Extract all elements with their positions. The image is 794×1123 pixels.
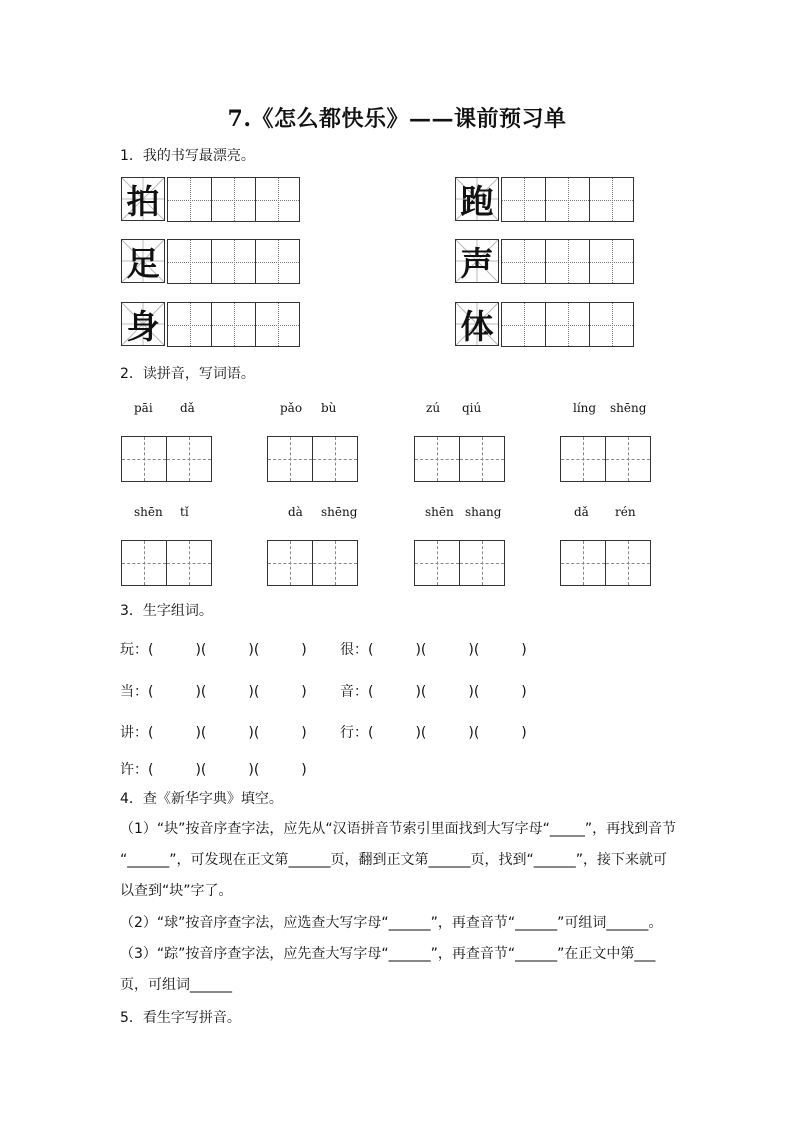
pinyin: qiú [462,401,482,415]
q3-heading: 3．生字组词。 [120,603,213,619]
write-cell[interactable] [255,239,300,284]
q4-line: “______”，可发现在正文第______页，翻到正文第______页，找到“______”，接下来就可 [120,852,668,868]
word-group-item: 许：( )( )( ) [120,762,307,778]
write-cell[interactable] [166,540,212,586]
pinyin: dǎ [180,401,195,415]
model-char: 足 [121,239,165,283]
write-cell[interactable] [560,436,606,482]
word-group-item: 当：( )( )( ) [120,684,307,700]
pinyin: rén [615,505,636,519]
practice-row-1-left [121,177,300,222]
word-group-item: 很：( )( )( ) [340,642,527,658]
write-cell[interactable] [560,540,606,586]
write-cell[interactable] [501,239,546,284]
model-char: 体 [455,302,499,346]
model-char: 声 [455,239,499,283]
word-box [267,540,358,586]
practice-row-2-right [455,239,634,284]
practice-row-3-left [121,302,300,347]
pinyin: dǎ [574,505,589,519]
pinyin: shēn [134,505,163,519]
write-cell[interactable] [211,177,256,222]
write-cell[interactable] [166,436,212,482]
write-cell[interactable] [605,436,651,482]
q4-line: （2）“球”按音序查字法，应选查大写字母“______”，再查音节“______”可组词______。 [120,915,663,931]
q4-line: 页，可组词______ [120,977,232,993]
write-cell[interactable] [267,436,313,482]
write-cell[interactable] [414,436,460,482]
pinyin: shēng [610,401,647,415]
q4-line: （3）“踪”按音序查字法，应先查大写字母“______”，再查音节“______”在正文中第___ [120,946,656,962]
word-group-item: 行：( )( )( ) [340,725,527,741]
write-cell[interactable] [501,177,546,222]
pinyin: shēng [321,505,358,519]
write-cell[interactable] [121,436,167,482]
write-cell[interactable] [211,239,256,284]
q4-line: 以查到“块”字了。 [120,883,233,899]
write-cell[interactable] [589,177,634,222]
pinyin: zú [426,401,441,415]
q4-line: （1）“块”按音序查字法，应先从“汉语拼音节索引里面找到大写字母“_____”，再找到音节 [120,821,677,837]
word-box [414,436,505,482]
word-box [121,540,212,586]
pinyin: shang [465,505,502,519]
write-cell[interactable] [589,302,634,347]
practice-row-2-left [121,239,300,284]
write-cell[interactable] [545,239,590,284]
word-box [560,540,651,586]
word-group-item: 讲：( )( )( ) [120,725,307,741]
write-cell[interactable] [589,239,634,284]
word-box [414,540,505,586]
word-group-item: 音：( )( )( ) [340,684,527,700]
word-box [267,436,358,482]
write-cell[interactable] [167,302,212,347]
q2-heading: 2．读拼音，写词语。 [120,366,255,382]
write-cell[interactable] [545,177,590,222]
model-char: 拍 [121,177,165,221]
write-cell[interactable] [267,540,313,586]
write-cell[interactable] [121,540,167,586]
pinyin: dà [288,505,303,519]
write-cell[interactable] [459,540,505,586]
q5-heading: 5．看生字写拼音。 [120,1010,241,1026]
word-box [560,436,651,482]
pinyin: bù [321,401,337,415]
write-cell[interactable] [312,436,358,482]
page-title: 7.《怎么都快乐》——课前预习单 [227,106,567,132]
write-cell[interactable] [605,540,651,586]
write-cell[interactable] [414,540,460,586]
pinyin: tǐ [180,505,189,519]
write-cell[interactable] [167,177,212,222]
q1-heading: 1．我的书写最漂亮。 [120,148,255,164]
q4-heading: 4．查《新华字典》填空。 [120,791,283,807]
write-cell[interactable] [211,302,256,347]
practice-row-1-right [455,177,634,222]
pinyin: pǎo [280,401,303,415]
practice-row-3-right [455,302,634,347]
pinyin: shēn [425,505,454,519]
write-cell[interactable] [312,540,358,586]
write-cell[interactable] [545,302,590,347]
write-cell[interactable] [255,177,300,222]
write-cell[interactable] [459,436,505,482]
model-char: 身 [121,302,165,346]
model-char: 跑 [455,177,499,221]
word-box [121,436,212,482]
pinyin: pāi [134,401,153,415]
write-cell[interactable] [255,302,300,347]
write-cell[interactable] [501,302,546,347]
pinyin: líng [573,401,597,415]
write-cell[interactable] [167,239,212,284]
word-group-item: 玩：( )( )( ) [120,642,307,658]
